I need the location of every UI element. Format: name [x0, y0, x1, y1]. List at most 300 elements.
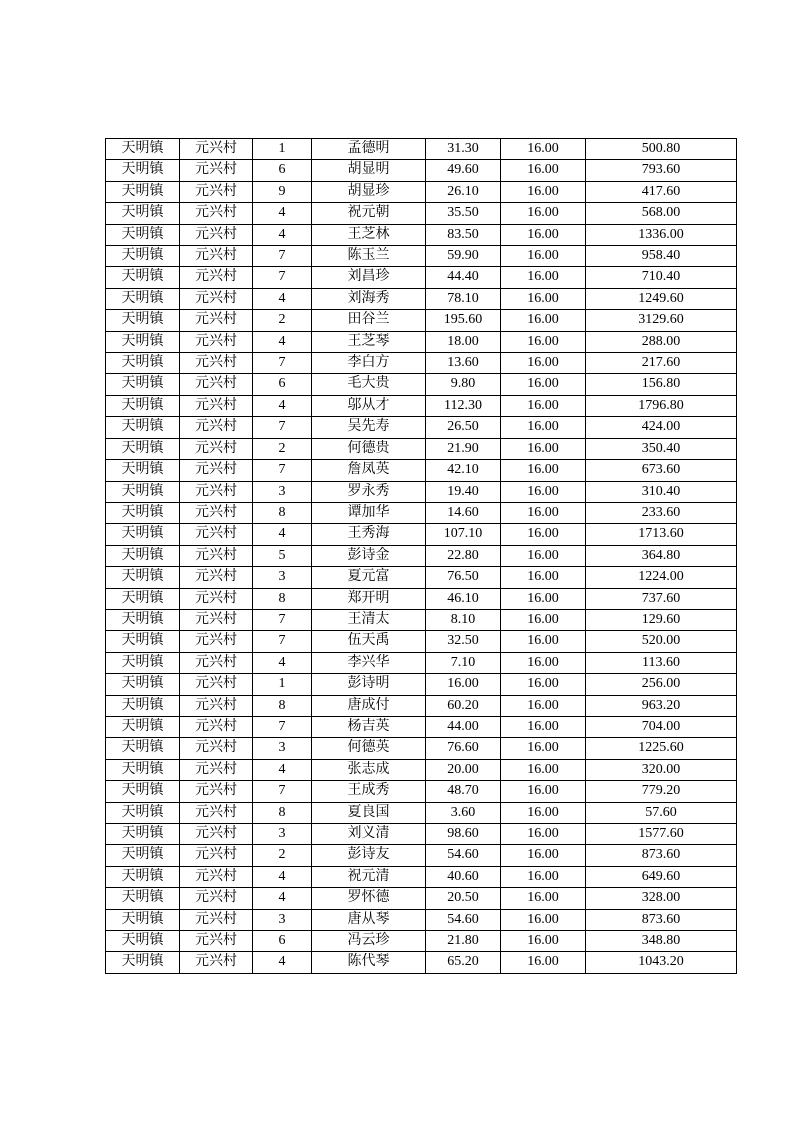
town-cell: 天明镇 [106, 160, 180, 181]
table-row [106, 802, 737, 823]
records-table [105, 138, 737, 974]
name-cell: 孟德明 [312, 139, 426, 160]
group-number-cell: 4 [253, 952, 312, 973]
unit-price-cell: 16.00 [501, 438, 586, 459]
table-row [106, 588, 737, 609]
quantity-cell: 8.10 [426, 609, 501, 630]
name-cell: 何德英 [312, 738, 426, 759]
amount-cell: 57.60 [586, 802, 737, 823]
village-cell: 元兴村 [180, 952, 253, 973]
town-cell: 天明镇 [106, 716, 180, 737]
table-row [106, 716, 737, 737]
amount-cell: 156.80 [586, 374, 737, 395]
unit-price-cell: 16.00 [501, 695, 586, 716]
town-cell: 天明镇 [106, 674, 180, 695]
name-cell: 李白方 [312, 353, 426, 374]
amount-cell: 256.00 [586, 674, 737, 695]
unit-price-cell: 16.00 [501, 203, 586, 224]
group-number-cell: 7 [253, 631, 312, 652]
unit-price-cell: 16.00 [501, 395, 586, 416]
table-row [106, 845, 737, 866]
amount-cell: 704.00 [586, 716, 737, 737]
name-cell: 冯云珍 [312, 931, 426, 952]
village-cell: 元兴村 [180, 288, 253, 309]
unit-price-cell: 16.00 [501, 652, 586, 673]
town-cell: 天明镇 [106, 139, 180, 160]
quantity-cell: 46.10 [426, 588, 501, 609]
town-cell: 天明镇 [106, 824, 180, 845]
name-cell: 王清太 [312, 609, 426, 630]
village-cell: 元兴村 [180, 567, 253, 588]
group-number-cell: 7 [253, 246, 312, 267]
table-row [106, 374, 737, 395]
unit-price-cell: 16.00 [501, 588, 586, 609]
name-cell: 唐成付 [312, 695, 426, 716]
village-cell: 元兴村 [180, 502, 253, 523]
amount-cell: 873.60 [586, 909, 737, 930]
name-cell: 彭诗金 [312, 545, 426, 566]
table-row [106, 438, 737, 459]
village-cell: 元兴村 [180, 931, 253, 952]
amount-cell: 1336.00 [586, 224, 737, 245]
quantity-cell: 22.80 [426, 545, 501, 566]
table-row [106, 160, 737, 181]
town-cell: 天明镇 [106, 438, 180, 459]
village-cell: 元兴村 [180, 417, 253, 438]
group-number-cell: 2 [253, 845, 312, 866]
amount-cell: 217.60 [586, 353, 737, 374]
name-cell: 胡显珍 [312, 181, 426, 202]
quantity-cell: 54.60 [426, 845, 501, 866]
town-cell: 天明镇 [106, 331, 180, 352]
unit-price-cell: 16.00 [501, 181, 586, 202]
unit-price-cell: 16.00 [501, 502, 586, 523]
amount-cell: 417.60 [586, 181, 737, 202]
name-cell: 王成秀 [312, 781, 426, 802]
amount-cell: 1249.60 [586, 288, 737, 309]
amount-cell: 649.60 [586, 866, 737, 887]
name-cell: 祝元朝 [312, 203, 426, 224]
quantity-cell: 31.30 [426, 139, 501, 160]
village-cell: 元兴村 [180, 181, 253, 202]
group-number-cell: 4 [253, 759, 312, 780]
group-number-cell: 3 [253, 909, 312, 930]
name-cell: 罗怀德 [312, 888, 426, 909]
amount-cell: 958.40 [586, 246, 737, 267]
name-cell: 祝元清 [312, 866, 426, 887]
table-row [106, 502, 737, 523]
unit-price-cell: 16.00 [501, 909, 586, 930]
table-row [106, 310, 737, 331]
group-number-cell: 7 [253, 609, 312, 630]
table-row [106, 738, 737, 759]
table-row [106, 331, 737, 352]
village-cell: 元兴村 [180, 588, 253, 609]
group-number-cell: 2 [253, 310, 312, 331]
village-cell: 元兴村 [180, 374, 253, 395]
name-cell: 王芝琴 [312, 331, 426, 352]
village-cell: 元兴村 [180, 781, 253, 802]
group-number-cell: 6 [253, 160, 312, 181]
village-cell: 元兴村 [180, 909, 253, 930]
unit-price-cell: 16.00 [501, 417, 586, 438]
name-cell: 毛大贵 [312, 374, 426, 395]
quantity-cell: 59.90 [426, 246, 501, 267]
unit-price-cell: 16.00 [501, 952, 586, 973]
table-row [106, 203, 737, 224]
quantity-cell: 44.40 [426, 267, 501, 288]
town-cell: 天明镇 [106, 460, 180, 481]
unit-price-cell: 16.00 [501, 288, 586, 309]
amount-cell: 779.20 [586, 781, 737, 802]
town-cell: 天明镇 [106, 353, 180, 374]
group-number-cell: 4 [253, 203, 312, 224]
group-number-cell: 4 [253, 288, 312, 309]
group-number-cell: 7 [253, 716, 312, 737]
group-number-cell: 3 [253, 567, 312, 588]
town-cell: 天明镇 [106, 695, 180, 716]
quantity-cell: 19.40 [426, 481, 501, 502]
table-row [106, 824, 737, 845]
unit-price-cell: 16.00 [501, 224, 586, 245]
quantity-cell: 9.80 [426, 374, 501, 395]
village-cell: 元兴村 [180, 246, 253, 267]
village-cell: 元兴村 [180, 652, 253, 673]
group-number-cell: 4 [253, 524, 312, 545]
unit-price-cell: 16.00 [501, 738, 586, 759]
table-row [106, 524, 737, 545]
amount-cell: 568.00 [586, 203, 737, 224]
village-cell: 元兴村 [180, 267, 253, 288]
name-cell: 夏良国 [312, 802, 426, 823]
table-row [106, 759, 737, 780]
unit-price-cell: 16.00 [501, 160, 586, 181]
name-cell: 何德贵 [312, 438, 426, 459]
town-cell: 天明镇 [106, 652, 180, 673]
name-cell: 伍天禹 [312, 631, 426, 652]
unit-price-cell: 16.00 [501, 139, 586, 160]
group-number-cell: 4 [253, 224, 312, 245]
quantity-cell: 83.50 [426, 224, 501, 245]
table-row [106, 888, 737, 909]
amount-cell: 963.20 [586, 695, 737, 716]
village-cell: 元兴村 [180, 738, 253, 759]
village-cell: 元兴村 [180, 438, 253, 459]
group-number-cell: 2 [253, 438, 312, 459]
name-cell: 詹凤英 [312, 460, 426, 481]
village-cell: 元兴村 [180, 160, 253, 181]
town-cell: 天明镇 [106, 738, 180, 759]
town-cell: 天明镇 [106, 417, 180, 438]
quantity-cell: 32.50 [426, 631, 501, 652]
amount-cell: 673.60 [586, 460, 737, 481]
name-cell: 罗永秀 [312, 481, 426, 502]
unit-price-cell: 16.00 [501, 888, 586, 909]
village-cell: 元兴村 [180, 759, 253, 780]
table-row [106, 652, 737, 673]
amount-cell: 129.60 [586, 609, 737, 630]
name-cell: 王秀海 [312, 524, 426, 545]
town-cell: 天明镇 [106, 224, 180, 245]
town-cell: 天明镇 [106, 931, 180, 952]
amount-cell: 1224.00 [586, 567, 737, 588]
quantity-cell: 42.10 [426, 460, 501, 481]
amount-cell: 1713.60 [586, 524, 737, 545]
quantity-cell: 76.60 [426, 738, 501, 759]
town-cell: 天明镇 [106, 759, 180, 780]
group-number-cell: 8 [253, 502, 312, 523]
town-cell: 天明镇 [106, 952, 180, 973]
name-cell: 田谷兰 [312, 310, 426, 331]
amount-cell: 520.00 [586, 631, 737, 652]
group-number-cell: 8 [253, 802, 312, 823]
table-row [106, 866, 737, 887]
name-cell: 唐从琴 [312, 909, 426, 930]
town-cell: 天明镇 [106, 246, 180, 267]
quantity-cell: 20.00 [426, 759, 501, 780]
amount-cell: 793.60 [586, 160, 737, 181]
village-cell: 元兴村 [180, 716, 253, 737]
table-row [106, 567, 737, 588]
town-cell: 天明镇 [106, 866, 180, 887]
village-cell: 元兴村 [180, 674, 253, 695]
table-row [106, 288, 737, 309]
village-cell: 元兴村 [180, 866, 253, 887]
village-cell: 元兴村 [180, 481, 253, 502]
amount-cell: 873.60 [586, 845, 737, 866]
amount-cell: 500.80 [586, 139, 737, 160]
table-row [106, 246, 737, 267]
table-row [106, 781, 737, 802]
amount-cell: 1796.80 [586, 395, 737, 416]
town-cell: 天明镇 [106, 588, 180, 609]
unit-price-cell: 16.00 [501, 246, 586, 267]
name-cell: 彭诗明 [312, 674, 426, 695]
table-row [106, 545, 737, 566]
name-cell: 刘义清 [312, 824, 426, 845]
table-row [106, 267, 737, 288]
group-number-cell: 1 [253, 139, 312, 160]
village-cell: 元兴村 [180, 460, 253, 481]
village-cell: 元兴村 [180, 845, 253, 866]
group-number-cell: 9 [253, 181, 312, 202]
village-cell: 元兴村 [180, 353, 253, 374]
name-cell: 刘海秀 [312, 288, 426, 309]
quantity-cell: 13.60 [426, 353, 501, 374]
amount-cell: 3129.60 [586, 310, 737, 331]
quantity-cell: 26.10 [426, 181, 501, 202]
unit-price-cell: 16.00 [501, 545, 586, 566]
unit-price-cell: 16.00 [501, 759, 586, 780]
amount-cell: 424.00 [586, 417, 737, 438]
group-number-cell: 7 [253, 460, 312, 481]
table-row [106, 395, 737, 416]
town-cell: 天明镇 [106, 567, 180, 588]
quantity-cell: 98.60 [426, 824, 501, 845]
group-number-cell: 4 [253, 331, 312, 352]
town-cell: 天明镇 [106, 288, 180, 309]
unit-price-cell: 16.00 [501, 802, 586, 823]
town-cell: 天明镇 [106, 203, 180, 224]
town-cell: 天明镇 [106, 267, 180, 288]
quantity-cell: 26.50 [426, 417, 501, 438]
name-cell: 谭加华 [312, 502, 426, 523]
name-cell: 郑开明 [312, 588, 426, 609]
quantity-cell: 40.60 [426, 866, 501, 887]
town-cell: 天明镇 [106, 609, 180, 630]
amount-cell: 1577.60 [586, 824, 737, 845]
village-cell: 元兴村 [180, 695, 253, 716]
quantity-cell: 49.60 [426, 160, 501, 181]
village-cell: 元兴村 [180, 139, 253, 160]
village-cell: 元兴村 [180, 395, 253, 416]
town-cell: 天明镇 [106, 395, 180, 416]
name-cell: 夏元富 [312, 567, 426, 588]
group-number-cell: 7 [253, 417, 312, 438]
group-number-cell: 3 [253, 824, 312, 845]
group-number-cell: 4 [253, 395, 312, 416]
unit-price-cell: 16.00 [501, 267, 586, 288]
name-cell: 王芝林 [312, 224, 426, 245]
village-cell: 元兴村 [180, 203, 253, 224]
amount-cell: 320.00 [586, 759, 737, 780]
quantity-cell: 18.00 [426, 331, 501, 352]
group-number-cell: 7 [253, 267, 312, 288]
quantity-cell: 112.30 [426, 395, 501, 416]
unit-price-cell: 16.00 [501, 353, 586, 374]
quantity-cell: 3.60 [426, 802, 501, 823]
quantity-cell: 44.00 [426, 716, 501, 737]
unit-price-cell: 16.00 [501, 331, 586, 352]
name-cell: 李兴华 [312, 652, 426, 673]
amount-cell: 1225.60 [586, 738, 737, 759]
quantity-cell: 7.10 [426, 652, 501, 673]
name-cell: 邬从才 [312, 395, 426, 416]
unit-price-cell: 16.00 [501, 567, 586, 588]
village-cell: 元兴村 [180, 524, 253, 545]
unit-price-cell: 16.00 [501, 931, 586, 952]
name-cell: 胡显明 [312, 160, 426, 181]
quantity-cell: 78.10 [426, 288, 501, 309]
town-cell: 天明镇 [106, 481, 180, 502]
group-number-cell: 8 [253, 695, 312, 716]
village-cell: 元兴村 [180, 331, 253, 352]
unit-price-cell: 16.00 [501, 824, 586, 845]
table-row [106, 609, 737, 630]
group-number-cell: 1 [253, 674, 312, 695]
town-cell: 天明镇 [106, 181, 180, 202]
table-row [106, 909, 737, 930]
name-cell: 彭诗友 [312, 845, 426, 866]
name-cell: 吴先寿 [312, 417, 426, 438]
quantity-cell: 14.60 [426, 502, 501, 523]
town-cell: 天明镇 [106, 502, 180, 523]
town-cell: 天明镇 [106, 909, 180, 930]
quantity-cell: 21.80 [426, 931, 501, 952]
amount-cell: 1043.20 [586, 952, 737, 973]
amount-cell: 113.60 [586, 652, 737, 673]
name-cell: 陈玉兰 [312, 246, 426, 267]
unit-price-cell: 16.00 [501, 609, 586, 630]
table-row [106, 931, 737, 952]
town-cell: 天明镇 [106, 781, 180, 802]
group-number-cell: 8 [253, 588, 312, 609]
table-row [106, 181, 737, 202]
group-number-cell: 4 [253, 866, 312, 887]
village-cell: 元兴村 [180, 224, 253, 245]
group-number-cell: 5 [253, 545, 312, 566]
unit-price-cell: 16.00 [501, 716, 586, 737]
amount-cell: 350.40 [586, 438, 737, 459]
quantity-cell: 76.50 [426, 567, 501, 588]
unit-price-cell: 16.00 [501, 845, 586, 866]
village-cell: 元兴村 [180, 888, 253, 909]
town-cell: 天明镇 [106, 631, 180, 652]
group-number-cell: 7 [253, 353, 312, 374]
group-number-cell: 6 [253, 931, 312, 952]
town-cell: 天明镇 [106, 310, 180, 331]
unit-price-cell: 16.00 [501, 374, 586, 395]
village-cell: 元兴村 [180, 609, 253, 630]
unit-price-cell: 16.00 [501, 866, 586, 887]
unit-price-cell: 16.00 [501, 524, 586, 545]
table-row [106, 139, 737, 160]
amount-cell: 710.40 [586, 267, 737, 288]
records-table-body [106, 139, 737, 974]
group-number-cell: 3 [253, 481, 312, 502]
group-number-cell: 7 [253, 781, 312, 802]
quantity-cell: 107.10 [426, 524, 501, 545]
amount-cell: 364.80 [586, 545, 737, 566]
quantity-cell: 16.00 [426, 674, 501, 695]
table-row [106, 695, 737, 716]
amount-cell: 328.00 [586, 888, 737, 909]
table-row [106, 224, 737, 245]
unit-price-cell: 16.00 [501, 310, 586, 331]
table-row [106, 481, 737, 502]
amount-cell: 288.00 [586, 331, 737, 352]
quantity-cell: 60.20 [426, 695, 501, 716]
town-cell: 天明镇 [106, 545, 180, 566]
town-cell: 天明镇 [106, 374, 180, 395]
table-row [106, 417, 737, 438]
quantity-cell: 195.60 [426, 310, 501, 331]
group-number-cell: 6 [253, 374, 312, 395]
village-cell: 元兴村 [180, 545, 253, 566]
name-cell: 陈代琴 [312, 952, 426, 973]
quantity-cell: 65.20 [426, 952, 501, 973]
group-number-cell: 4 [253, 888, 312, 909]
name-cell: 杨吉英 [312, 716, 426, 737]
amount-cell: 310.40 [586, 481, 737, 502]
quantity-cell: 35.50 [426, 203, 501, 224]
amount-cell: 348.80 [586, 931, 737, 952]
village-cell: 元兴村 [180, 310, 253, 331]
quantity-cell: 54.60 [426, 909, 501, 930]
table-row [106, 353, 737, 374]
quantity-cell: 21.90 [426, 438, 501, 459]
group-number-cell: 3 [253, 738, 312, 759]
village-cell: 元兴村 [180, 824, 253, 845]
unit-price-cell: 16.00 [501, 481, 586, 502]
name-cell: 刘昌珍 [312, 267, 426, 288]
quantity-cell: 20.50 [426, 888, 501, 909]
quantity-cell: 48.70 [426, 781, 501, 802]
table-row [106, 952, 737, 973]
group-number-cell: 4 [253, 652, 312, 673]
unit-price-cell: 16.00 [501, 631, 586, 652]
village-cell: 元兴村 [180, 631, 253, 652]
